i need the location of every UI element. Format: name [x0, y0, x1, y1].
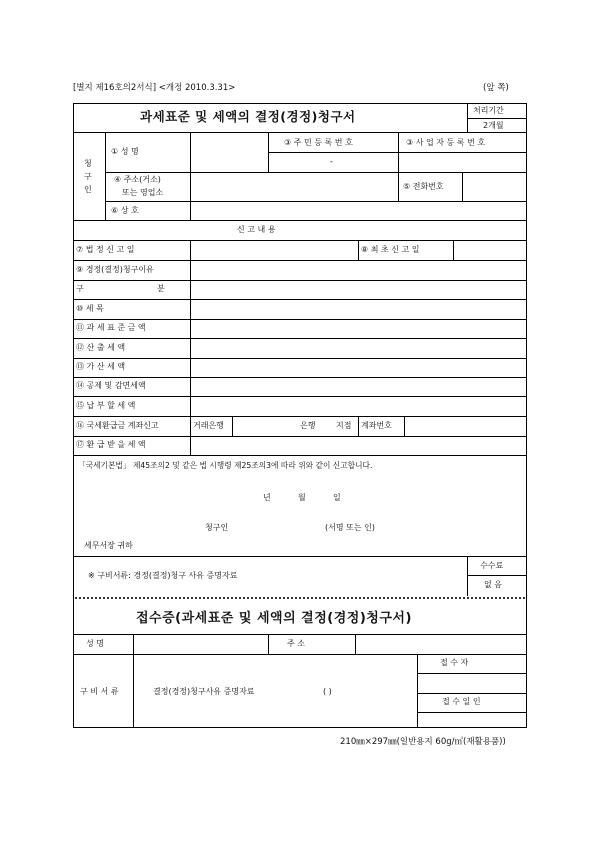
category-label-right: 분	[157, 284, 165, 293]
name-label: ① 성 명	[111, 147, 139, 156]
phone-label: ⑤ 전화번호	[403, 182, 444, 191]
claimant-side-2: 구	[84, 172, 92, 181]
date-month-label: 월	[298, 493, 306, 502]
calculated-tax-label: ⑫ 산 출 세 액	[76, 343, 126, 352]
paper-spec: 210㎜×297㎜(일반용지 60g/㎡(재활용품))	[340, 737, 506, 747]
rrn-label: ③ 주 민 등 록 번 호	[284, 138, 353, 147]
tax-item-label: ⑩ 세 목	[76, 304, 104, 313]
rrn-dash: -	[330, 157, 333, 166]
branch-unit-label: 지점	[336, 421, 352, 430]
processing-period-label: 처리기간	[473, 106, 504, 115]
receipt-date-label: 접 수 일 인	[442, 697, 481, 706]
cut-line	[75, 597, 525, 599]
statutory-date-label: ⑦ 법 정 신 고 일	[76, 245, 135, 254]
refund-amount-label: ⑰ 환 급 받 을 세 액	[76, 440, 146, 449]
processing-period-value: 2개월	[483, 121, 504, 130]
required-documents: ※ 구비서류: 경정(결정)청구 사유 증명자료	[88, 571, 238, 580]
receipt-title: 접수증(과세표준 및 세액의 결정(경정)청구서)	[136, 611, 412, 626]
page-side-label: (앞 쪽)	[483, 83, 509, 93]
fee-value: 없 음	[484, 580, 502, 589]
receipt-docs-count: ( )	[323, 687, 332, 696]
additional-tax-label: ⑬ 가 산 세 액	[76, 362, 126, 371]
form-reference: [별지 제16호의2서식] <개정 2010.3.31>	[73, 83, 236, 93]
address-label-2: 또는 영업소	[122, 188, 164, 197]
bank-unit-label: 은행	[300, 421, 316, 430]
receipt-docs-value: 결정(경정)청구사유 증명자료	[153, 687, 255, 696]
receiver-label: 접 수 자	[440, 658, 469, 667]
fee-label: 수수료	[480, 561, 504, 570]
address-label-1: ④ 주소(거소)	[114, 175, 161, 184]
business-number-label: ③ 사 업 자 등 록 번 호	[406, 138, 486, 147]
law-statement: 「국세기본법」 제45조의2 및 같은 법 시행령 제25조의3에 따라 위와 같이 신고합니다.	[78, 461, 373, 470]
receipt-address-label: 주 소	[287, 639, 305, 648]
category-label-left: 구	[76, 284, 84, 293]
deduction-label: ⑭ 공제 및 감면세액	[76, 381, 146, 390]
initial-date-label: ⑧ 최 초 신 고 일	[361, 245, 420, 254]
reason-label: ⑨ 경정(결정)청구이유	[76, 265, 154, 274]
receipt-name-label: 성 명	[86, 639, 104, 648]
refund-account-label: ⑯ 국세환급금 계좌신고	[76, 421, 159, 430]
claimant-side-3: 인	[84, 185, 92, 194]
account-number-label: 계좌번호	[361, 421, 392, 430]
claimant-side-1: 청	[84, 159, 92, 168]
date-year-label: 년	[263, 493, 271, 502]
bank-label: 거래은행	[193, 421, 224, 430]
addressee: 세무서장 귀하	[84, 541, 133, 550]
trade-name-label: ⑥ 상 호	[111, 206, 139, 215]
date-day-label: 일	[333, 493, 341, 502]
paid-tax-label: ⑮ 납 부 할 세 액	[76, 401, 136, 410]
report-section-header: 신 고 내 용	[237, 225, 276, 234]
tax-base-label: ⑪ 과 세 표 준 금 액	[76, 323, 146, 332]
receipt-docs-label: 구 비 서 류	[80, 687, 119, 696]
form-title: 과세표준 및 세액의 결정(경정)청구서	[140, 109, 356, 124]
claimant-sign-label: 청구인	[205, 523, 229, 532]
signature-label: (서명 또는 인)	[325, 523, 375, 532]
